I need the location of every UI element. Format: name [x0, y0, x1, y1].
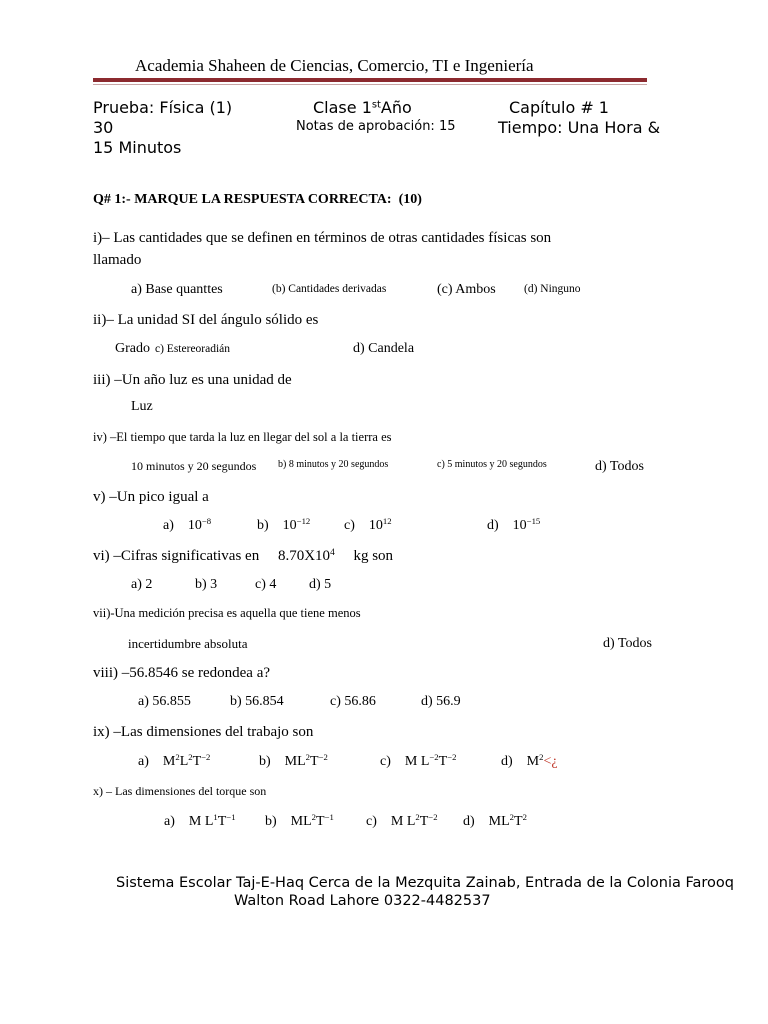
question-7: vii)-Una medición precisa es aquella que tiene menos — [93, 606, 361, 620]
time-label-cont: 15 Minutos — [93, 138, 182, 157]
question-2: ii)– La unidad SI del ángulo sólido es — [93, 312, 319, 328]
test-label: Prueba: Física (1) — [93, 98, 233, 117]
question-8: viii) –56.8546 se redondea a? — [93, 665, 271, 681]
q2-option-c: c) Estereoradián — [155, 343, 231, 355]
q6-option-a: a) 2 — [131, 577, 153, 592]
q4-option-b: b) 8 minutos y 20 segundos — [278, 459, 389, 470]
q6-option-b: b) 3 — [195, 577, 218, 592]
q5-option-d: d) $10^{-15}$ — [487, 516, 541, 533]
q7-option-a: incertidumbre absoluta — [128, 636, 248, 651]
q10-option-d: d) $ML^2T^2$ — [463, 812, 527, 829]
q8-option-d: d) 56.9 — [421, 694, 461, 709]
question-10: x) – Las dimensiones del torque son — [93, 784, 267, 798]
q5-option-c: c) $10^{12}$ — [344, 516, 392, 533]
q5-option-b: b) $10^{-12}$ — [257, 516, 311, 533]
q2-option-d: d) Candela — [353, 341, 415, 356]
class-label: Clase 1stAño — [313, 98, 412, 117]
q1-option-a: a) Base quanttes — [131, 282, 223, 297]
q1-option-c: (c) Ambos — [437, 282, 496, 297]
q9-option-a: a) $M^2L^2T^{-2}$ — [138, 752, 211, 769]
q8-option-b: b) 56.854 — [230, 694, 284, 709]
school-title: Academia Shaheen de Ciencias, Comercio, TI e Ingeniería — [135, 56, 534, 75]
question-4: iv) –El tiempo que tarda la luz en llegar del sol a la tierra es — [93, 430, 392, 444]
q9-option-c: c) M $L^{-2}T^{-2}$ — [380, 752, 457, 769]
q1-option-b: (b) Cantidades derivadas — [272, 283, 387, 295]
q10-option-c: c) M $L^2T^{-2}$ — [366, 812, 438, 829]
header-rule — [93, 78, 647, 82]
footer-address-line2: Walton Road Lahore 0322-4482537 — [234, 893, 491, 909]
q8-option-a: a) 56.855 — [138, 694, 191, 709]
q10-option-b: b) $ML^2T^{-1}$ — [265, 812, 334, 829]
q5-option-a: a) $10^{-8}$ — [163, 516, 212, 533]
q6-option-d: d) 5 — [309, 577, 332, 592]
test-label-cont: 30 — [93, 118, 114, 137]
q7-option-d: d) Todos — [603, 636, 652, 651]
q9-option-b: b) $ML^2T^{-2}$ — [259, 752, 328, 769]
passing-marks: Notas de aprobación: 15 — [296, 119, 456, 134]
q1-option-d: (d) Ninguno — [524, 283, 581, 295]
section-heading: Q# 1:- MARQUE LA RESPUESTA CORRECTA: (10) — [93, 192, 422, 207]
q4-option-a: 10 minutos y 20 segundos — [131, 459, 257, 473]
q6-option-c: c) 4 — [255, 577, 277, 592]
question-5: v) –Un pico igual a — [93, 489, 209, 505]
q4-option-d: d) Todos — [595, 459, 644, 474]
question-3: iii) –Un año luz es una unidad de — [93, 372, 292, 388]
question-1-line2: llamado — [93, 252, 142, 268]
q8-option-c: c) 56.86 — [330, 694, 376, 709]
question-1-line1: i)– Las cantidades que se definen en términos de otras cantidades físicas son — [93, 230, 552, 246]
time-label: Tiempo: Una Hora & — [498, 118, 661, 137]
header-rule-thin — [93, 84, 647, 85]
q2-option-a: Grado — [115, 341, 150, 356]
chapter-label: Capítulo # 1 — [509, 98, 609, 117]
q4-option-c: c) 5 minutos y 20 segundos — [437, 459, 547, 470]
q9-option-d: d) $M^2<¿$ — [501, 752, 558, 769]
question-6: vi) –Cifras significativas en $8.70X10^4$ kg son — [93, 547, 394, 564]
q10-option-a: a) M $L^1T^{-1}$ — [164, 812, 236, 829]
footer-address-line1: Sistema Escolar Taj-E-Haq Cerca de la Mezquita Zainab, Entrada de la Colonia Farooq — [116, 875, 734, 891]
q3-option-a: Luz — [131, 399, 153, 414]
question-9: ix) –Las dimensiones del trabajo son — [93, 724, 314, 740]
